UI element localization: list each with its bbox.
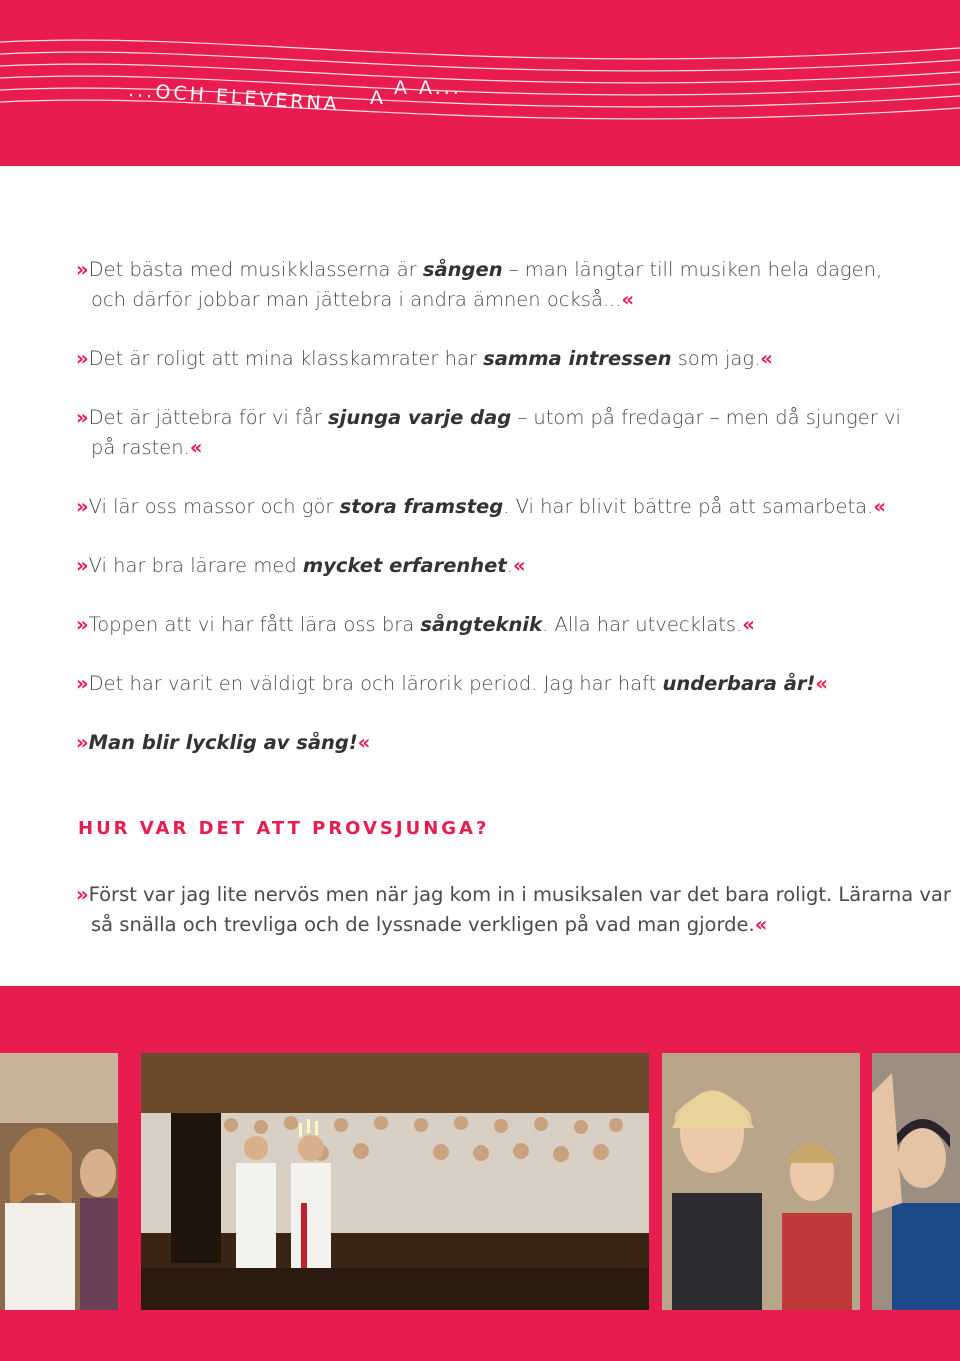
photo-student-right xyxy=(872,1053,960,1310)
quote-highlight: sjunga varje dag xyxy=(328,406,512,429)
audition-answer-text: Först var jag lite nervös men när jag kom in i musiksalen var det bara roligt. Lärarna var så snälla och trevliga och de lyssnade verkligen på vad man gjorde. xyxy=(88,882,951,936)
quote-text: Vi har bra lärare med xyxy=(88,554,303,577)
quote-open-mark: » xyxy=(76,731,89,754)
photo-singing-girls xyxy=(662,1053,860,1310)
quote-text-after: som jag. xyxy=(671,347,761,370)
quote-open-mark: » xyxy=(76,495,89,518)
photo-lucia-choir xyxy=(141,1053,649,1310)
quote-text: Vi lär oss massor och gör xyxy=(88,495,340,518)
quote-item xyxy=(76,728,906,758)
quote-text-after: . Vi har blivit bättre på att samarbeta. xyxy=(503,495,874,518)
quote-close-mark: « xyxy=(873,495,886,518)
section-heading: HUR VAR DET ATT PROVSJUNGA? xyxy=(78,818,490,839)
quote-close-mark: « xyxy=(512,554,526,577)
quote-highlight: stora framsteg xyxy=(339,495,504,518)
quote-text: Det är jättebra för vi får xyxy=(88,406,329,429)
audition-answer xyxy=(76,880,951,940)
quote-text-after: . Alla har utvecklats. xyxy=(542,613,743,636)
quote-open-mark: » xyxy=(76,882,89,906)
quote-text-after: – utom på fredagar – men då sjunger vi på rasten. xyxy=(91,406,901,459)
quote-highlight: Man blir lycklig av sång! xyxy=(88,731,358,754)
quote-open-mark: » xyxy=(76,613,89,636)
quote-item xyxy=(76,255,906,315)
quote-text: Toppen att vi har fått lära oss bra xyxy=(88,613,421,636)
quote-text-after: – man längtar till musiken hela dagen, och därför jobbar man jättebra i andra ämnen också... xyxy=(91,258,883,311)
quote-close-mark: « xyxy=(189,436,203,459)
quote-open-mark: » xyxy=(76,554,89,577)
quote-highlight: sångteknik xyxy=(420,613,543,636)
quote-item xyxy=(76,492,906,522)
quote-close-mark: « xyxy=(815,672,828,695)
header-band xyxy=(0,0,960,166)
quote-close-mark: « xyxy=(357,731,371,754)
quote-text: Det bästa med musikklasserna är xyxy=(88,258,423,281)
quote-close-mark: « xyxy=(742,613,755,636)
quote-highlight: mycket erfarenhet xyxy=(302,554,507,577)
quote-open-mark: » xyxy=(76,258,89,281)
quote-item xyxy=(76,669,906,699)
quote-text: Det har varit en väldigt bra och lärorik period. Jag har haft xyxy=(88,672,663,695)
quote-item xyxy=(76,344,906,374)
photo-students-left xyxy=(0,1053,118,1310)
quote-text-after: . xyxy=(506,554,513,577)
quote-item xyxy=(76,403,906,463)
header-title xyxy=(0,0,960,166)
quote-close-mark: « xyxy=(754,912,768,936)
quote-close-mark: « xyxy=(621,288,635,311)
student-quotes xyxy=(76,255,906,787)
quote-highlight: samma intressen xyxy=(483,347,672,370)
quote-open-mark: » xyxy=(76,672,89,695)
quote-close-mark: « xyxy=(760,347,773,370)
quote-open-mark: » xyxy=(76,406,89,429)
quote-item xyxy=(76,551,906,581)
header-title-part2: A xyxy=(370,87,386,109)
quote-highlight: sången xyxy=(422,258,503,281)
header-title-part3: A A... xyxy=(394,77,462,99)
header-title-part1: ...OCH ELEVERNA xyxy=(127,79,341,116)
quote-text: Det är roligt att mina klasskamrater har xyxy=(88,347,484,370)
quote-highlight: underbara år! xyxy=(662,672,816,695)
quote-open-mark: » xyxy=(76,347,89,370)
quote-item xyxy=(76,610,906,640)
